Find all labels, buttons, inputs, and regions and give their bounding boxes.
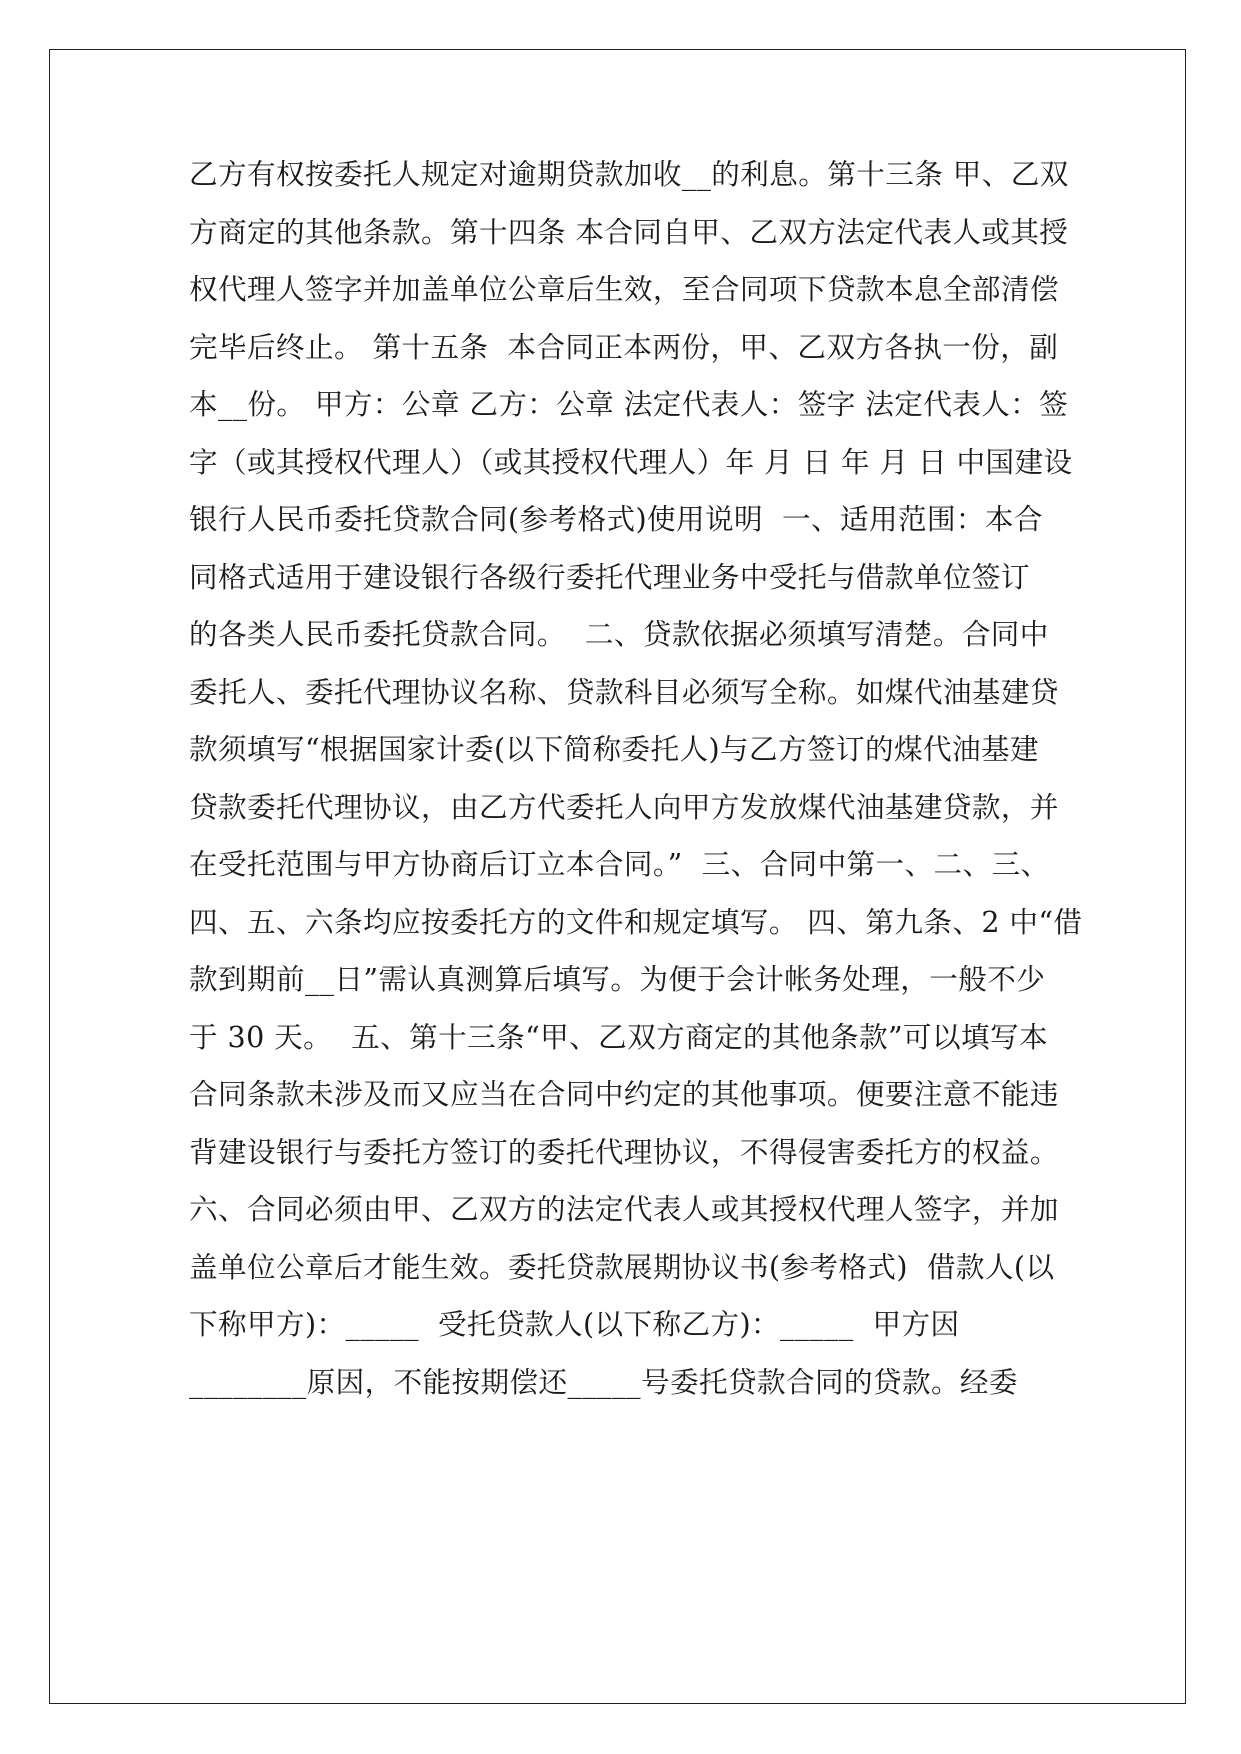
- text-line: 贷款委托代理协议，由乙方代委托人向甲方发放煤代油基建贷款，并: [189, 789, 1059, 824]
- text-line: 在受托范围与甲方协商后订立本合同。” 三、合同中第一、二、三、: [189, 847, 1050, 881]
- text-line: 款到期前__日”需认真测算后填写。为便于会计帐务处理，一般不少: [189, 962, 1046, 996]
- text-line: 乙方有权按委托人规定对逾期贷款加收__的利息。第十三条 甲、乙双: [189, 157, 1069, 191]
- text-line: 本__份。 甲方：公章 乙方：公章 法定代表人：签字 法定代表人：签: [189, 387, 1069, 421]
- text-line: 同格式适用于建设银行各级行委托代理业务中受托与借款单位签订: [189, 559, 1030, 594]
- text-line: 完毕后终止。 第十五条 本合同正本两份，甲、乙双方各执一份，副: [189, 329, 1059, 364]
- text-line: 四、五、六条均应按委托方的文件和规定填写。 四、第九条、2 中“借: [189, 904, 1083, 939]
- text-line: 盖单位公章后才能生效。委托贷款展期协议书(参考格式) 借款人(以: [189, 1249, 1055, 1284]
- text-line: 于 30 天。 五、第十三条“甲、乙双方商定的其他条款”可以填写本: [189, 1019, 1049, 1054]
- text-line: 权代理人签字并加盖单位公章后生效，至合同项下贷款本息全部清偿: [189, 272, 1059, 306]
- text-line: 背建设银行与委托方签订的委托代理协议，不得侵害委托方的权益。: [189, 1134, 1059, 1169]
- text-line: 委托人、委托代理协议名称、贷款科目必须写全称。如煤代油基建贷: [189, 674, 1059, 709]
- text-line: ________原因，不能按期偿还_____号委托贷款合同的贷款。经委: [189, 1364, 1018, 1399]
- text-line: 六、合同必须由甲、乙双方的法定代表人或其授权代理人签字，并加: [189, 1192, 1059, 1226]
- text-line: 下称甲方)：_____ 受托贷款人(以下称乙方)：_____ 甲方因: [189, 1307, 960, 1341]
- text-line: 银行人民币委托贷款合同(参考格式)使用说明 一、适用范围：本合: [189, 502, 1043, 536]
- text-line: 字（或其授权代理人）（或其授权代理人）年 月 日 年 月 日 中国建设: [189, 444, 1073, 479]
- text-line: 的各类人民币委托贷款合同。 二、贷款依据必须填写清楚。合同中: [189, 617, 1049, 651]
- text-line: 合同条款未涉及而又应当在合同中约定的其他事项。便要注意不能违: [189, 1077, 1059, 1111]
- text-line: 款须填写“根据国家计委(以下简称委托人)与乙方签订的煤代油基建: [189, 732, 1039, 766]
- text-line: 方商定的其他条款。第十四条 本合同自甲、乙双方法定代表人或其授: [189, 214, 1069, 249]
